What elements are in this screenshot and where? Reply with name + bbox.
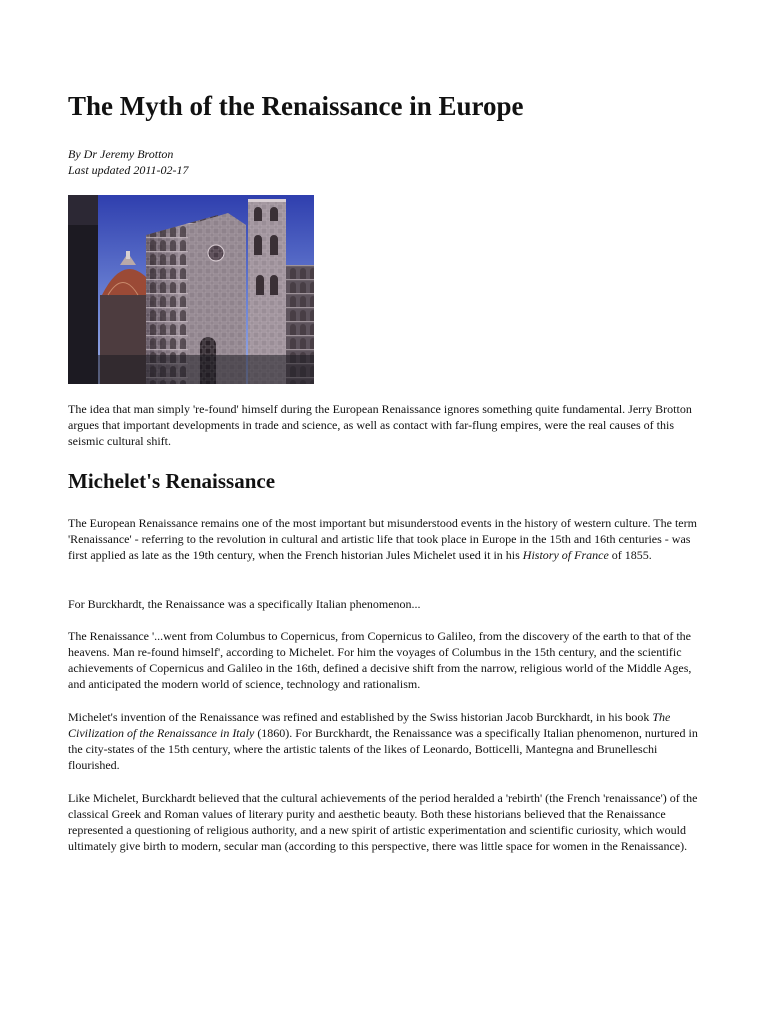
paragraph-1: The European Renaissance remains one of the most important but misunderstood events in the history of western culture. The term 'Renaissance' - referring to the revolution in cultural and artistic life that took place in Europe in the 15th and 16th centuries - was first applied as late as the 19th century, when the French historian Jules Michelet used it in his History of France of 1855. (68, 516, 697, 562)
section-heading: Michelet's Renaissance (68, 469, 276, 493)
last-updated: Last updated 2011-02-17 (68, 163, 189, 177)
byline (68, 146, 188, 178)
paragraph-4: Michelet's invention of the Renaissance was refined and established by the Swiss historian Jacob Burckhardt, in his book The Civilization of the Renaissance in Italy (1860). For Burckhardt, the Renaissance was a specifically Italian phenomenon, nurtured in the city-states of the 15th century, where the artistic talents of the likes of Leonardo, Botticelli, Mantegna and Brunelleschi flourished. (68, 710, 698, 772)
cathedral-photo (68, 195, 314, 384)
page-title: The Myth of the Renaissance in Europe (68, 91, 524, 121)
paragraph-5: Like Michelet, Burckhardt believed that the cultural achievements of the period heralded a 'rebirth' (the French 'renaissance') of the classical Greek and Roman values of literary purity and aesthetic beauty. Both these historians believed that the Renaissance represented a questioning of religious authority, and a new spirit of artistic experimentation and scientific curiosity, which would ultimately give birth to modern, secular man (according to this perspective, there was little space for women in the Renaissance). (68, 791, 698, 853)
paragraph-2: For Burckhardt, the Renaissance was a specifically Italian phenomenon... (68, 597, 421, 611)
author-name: By Dr Jeremy Brotton (68, 147, 174, 161)
paragraph-3: The Renaissance '...went from Columbus to Copernicus, from Copernicus to Galileo, from the discovery of the earth to that of the heavens. Man re-found himself', according to Michelet. For him the voyages of Columbus in the 15th century, and the scientific achievements of Copernicus and Galileo in the 16th, defined a decisive shift from the narrow, religious world of the Middle Ages, and anticipated the modern world of science, technology and rationalism. (68, 629, 692, 691)
intro-paragraph: The idea that man simply 're-found' himself during the European Renaissance ignores something quite fundamental. Jerry Brotton argues that important developments in trade and science, as well as contact with far-flung empires, were the real causes of this seismic cultural shift. (68, 402, 692, 448)
